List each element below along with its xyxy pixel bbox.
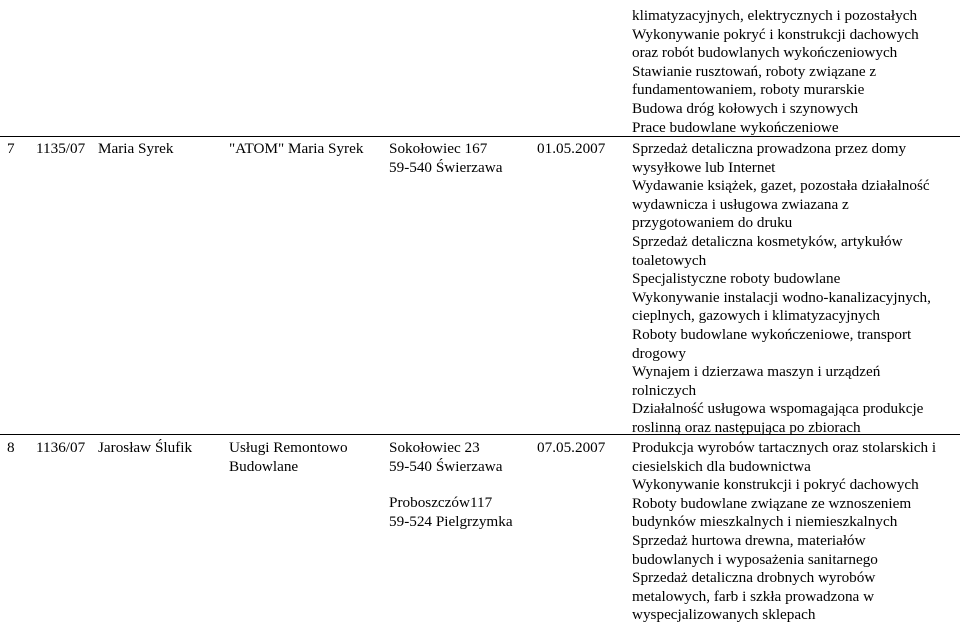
secondary-address xyxy=(389,494,513,531)
activity-line: cieplnych, gazowych i klimatyzacyjnych xyxy=(632,307,880,325)
activity-line: Roboty budowlane związane ze wznoszeniem xyxy=(632,494,912,512)
activity-line: Sprzedaż detaliczna prowadzona przez domy xyxy=(632,140,907,157)
address-line: 59-540 Świerzawa xyxy=(389,158,503,176)
activity-line: Działalność usługowa wspomagająca produkcje xyxy=(632,400,924,418)
address-line: Sokołowiec 167 xyxy=(389,140,488,157)
activity-line: budowlanych i wyposażenia sanitarnego xyxy=(632,550,878,568)
registry-number: 1135/07 xyxy=(36,140,86,157)
activity-line: Prace budowlane wykończeniowe xyxy=(632,118,839,136)
activity-line: Sprzedaż detaliczna drobnych wyrobów xyxy=(632,569,876,587)
activity-line: toaletowych xyxy=(632,251,707,269)
activity-line: roslinną oraz następująca po zbiorach xyxy=(632,418,861,436)
previous-row-activities xyxy=(632,7,919,137)
activity-line: klimatyzacyjnych, elektrycznych i pozostałych xyxy=(632,7,918,24)
activity-line: wyspecjalizowanych sklepach xyxy=(632,606,816,624)
activity-line: Produkcja wyrobów tartacznych oraz stolarskich i xyxy=(632,439,937,456)
firm-name-line: Budowlane xyxy=(229,457,299,475)
address xyxy=(389,140,502,177)
owner-name: Jarosław Ślufik xyxy=(98,439,193,456)
firm-name: "ATOM" Maria Syrek xyxy=(229,140,364,157)
activity-line: Specjalistyczne roboty budowlane xyxy=(632,270,841,288)
firm-name xyxy=(229,439,348,476)
activity-line: Roboty budowlane wykończeniowe, transport xyxy=(632,325,912,343)
activity-line: Stawianie rusztowań, roboty związane z xyxy=(632,62,877,80)
address-line: 59-524 Pielgrzymka xyxy=(389,512,513,530)
activity-line: Wydawanie książek, gazet, pozostała działalność xyxy=(632,177,930,195)
firm-name-line: Usługi Remontowo xyxy=(229,439,348,456)
activity-line: oraz robót budowlanych wykończeniowych xyxy=(632,44,898,62)
row-number: 7 xyxy=(7,140,15,157)
activity-line: Wykonywanie instalacji wodno-kanalizacyjnych, xyxy=(632,288,931,306)
activities xyxy=(632,140,931,438)
activity-line: Wykonywanie konstrukcji i pokryć dachowych xyxy=(632,476,919,494)
activity-line: budynków mieszkalnych i niemieszkalnych xyxy=(632,513,898,531)
activity-line: fundamentowaniem, roboty murarskie xyxy=(632,81,865,99)
activity-line: rolniczych xyxy=(632,381,697,399)
activity-line: Wynajem i dzierzawa maszyn i urządzeń xyxy=(632,363,881,381)
activity-line: Budowa dróg kołowych i szynowych xyxy=(632,99,859,117)
owner-name: Maria Syrek xyxy=(98,140,174,157)
start-date: 07.05.2007 xyxy=(537,439,606,456)
activity-line: metalowych, farb i szkła prowadzona w xyxy=(632,587,875,605)
row-number: 8 xyxy=(7,439,15,456)
activity-line: wydawnicza i usługowa zwiazana z xyxy=(632,195,849,213)
activity-line: Sprzedaż hurtowa drewna, materiałów xyxy=(632,531,866,549)
activity-line: wysyłkowe lub Internet xyxy=(632,158,776,176)
address-line: 59-540 Świerzawa xyxy=(389,457,503,475)
activity-line: ciesielskich dla budownictwa xyxy=(632,457,811,475)
activities xyxy=(632,439,936,625)
address-line: Proboszczów117 xyxy=(389,494,493,511)
address-line: Sokołowiec 23 xyxy=(389,439,480,456)
activity-line: Wykonywanie pokryć i konstrukcji dachowych xyxy=(632,25,919,43)
activity-line: drogowy xyxy=(632,344,686,362)
activity-line: przygotowaniem do druku xyxy=(632,214,793,232)
registry-number: 1136/07 xyxy=(36,439,86,456)
address xyxy=(389,439,502,476)
activity-line: Sprzedaż detaliczna kosmetyków, artykułów xyxy=(632,232,903,250)
start-date: 01.05.2007 xyxy=(537,140,606,157)
